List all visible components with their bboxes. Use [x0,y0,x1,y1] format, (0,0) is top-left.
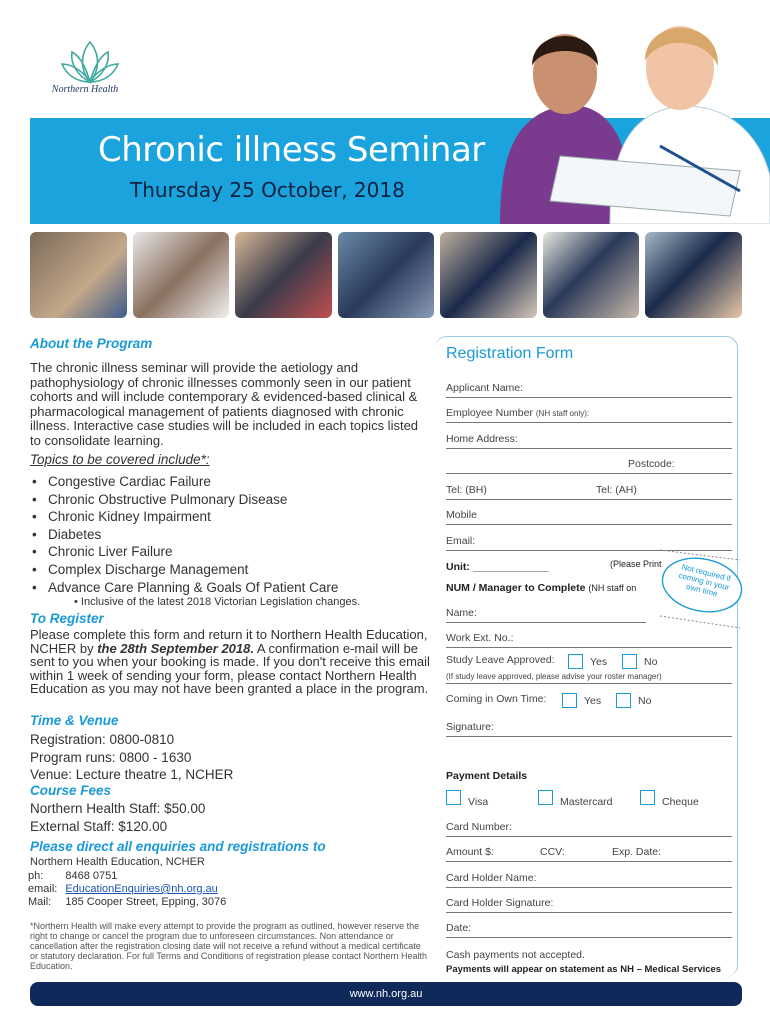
card-number-label: Card Number: [446,821,512,833]
home-address-label: Home Address: [446,433,518,445]
employee-number-field[interactable] [446,407,732,423]
mastercard-label: Mastercard [560,796,613,808]
cash-note: Cash payments not accepted. [446,949,585,961]
email-link[interactable]: EducationEnquiries@nh.org.au [65,883,218,895]
topics-heading: Topics to be covered include*: [30,452,210,467]
about-heading: About the Program [30,336,153,351]
email-label: email: [28,883,58,895]
register-text [30,628,432,696]
photo-thumbnail [133,232,230,318]
work-ext-label: Work Ext. No.: [446,632,514,644]
hero-photo-nurses [440,6,770,224]
program-time: Program runs: 0800 - 1630 [30,749,192,765]
payment-heading: Payment Details [446,770,528,782]
form-title: Registration Form [446,345,574,362]
postcode-label: Postcode: [628,458,675,470]
brand-name: Northern Health [51,84,119,95]
amount-label: Amount $: [446,846,494,858]
own-time-no-label: No [638,695,652,707]
card-holder-name-label: Card Holder Name: [446,872,537,884]
telephone-field[interactable] [446,484,732,500]
photo-thumbnail [338,232,435,318]
cheque-label: Cheque [662,796,699,808]
phone-value: 8468 0751 [65,870,118,882]
mail-label: Mail: [28,896,52,908]
postcode-field[interactable] [446,458,732,474]
fees-heading: Course Fees [30,783,112,798]
topic-item: • Congestive Cardiac Failure [30,473,430,491]
num-manager-heading [446,582,636,594]
cheque-checkbox[interactable] [640,790,655,805]
date-field[interactable] [446,922,732,938]
payment-method-row [446,790,732,806]
photo-thumbnail [440,232,537,318]
card-holder-signature-field[interactable] [446,897,732,913]
signature-field[interactable] [446,721,732,737]
own-time-yes-checkbox[interactable] [562,693,577,708]
employee-number-note: (NH staff only): [535,409,590,418]
time-details [30,731,233,784]
phone-label: ph: [28,870,44,882]
study-leave-yes-label: Yes [590,656,608,668]
applicant-name-field[interactable] [446,382,732,398]
manager-name-label: Name: [446,607,477,619]
venue: Venue: Lecture theatre 1, NCHER [30,767,234,783]
topic-item: • Complex Discharge Management [30,561,430,579]
photo-thumbnail [30,232,127,318]
enquiries-org: Northern Health Education, NCHER [30,856,205,868]
topic-item: • Chronic Obstructive Pulmonary Disease [30,491,430,509]
exp-date-label: Exp. Date: [612,846,662,858]
mobile-field[interactable] [446,509,732,525]
own-time-yes-label: Yes [584,695,602,707]
register-heading: To Register [30,611,104,626]
dashed-connector-lines [660,548,740,630]
own-time-row [446,693,732,709]
study-leave-note: (If study leave approved, please advise your roster manager) [446,672,732,684]
photo-strip [30,232,742,318]
footer-bar [30,982,742,1006]
study-leave-no-label: No [644,656,658,668]
time-heading: Time & Venue [30,713,119,728]
num-manager-note: (NH staff on [588,583,637,593]
signature-label: Signature: [446,721,494,733]
card-holder-signature-label: Card Holder Signature: [446,897,554,909]
fee-external: External Staff: $120.00 [30,818,168,834]
footer-url[interactable]: www.nh.org.au [349,988,423,1000]
card-number-field[interactable] [446,821,732,837]
visa-checkbox[interactable] [446,790,461,805]
topic-item: • Diabetes [30,526,430,544]
manager-name-field[interactable] [446,607,646,623]
seminar-title: Chronic illness Seminar [98,130,485,170]
not-required-note: Not required if coming in your own time [677,562,732,599]
study-leave-label: Study Leave Approved: [446,654,555,666]
work-ext-field[interactable] [446,632,732,648]
please-print-note: (Please Print [610,559,662,569]
statement-note: Payments will appear on statement as NH – Medical Services [446,964,722,975]
topic-item: • Chronic Kidney Impairment [30,508,430,526]
topic-item: • Chronic Liver Failure [30,543,430,561]
ccv-label: CCV: [540,846,565,858]
date-label: Date: [446,922,472,934]
mail-value: 185 Cooper Street, Epping, 3076 [65,896,227,908]
register-deadline: the 28th September 2018. [97,640,254,656]
photo-thumbnail [543,232,640,318]
about-text: The chronic illness seminar will provide the aetiology and pathophysiology of chronic illnesses commonly seen in our patient cohorts and will include contemporary & evidenced-based clinical & pharmacological management of patients diagnosed with chronic illness. Interactive case studies will be included in each topics listed to consolidate learning. [30,360,419,448]
disclaimer: *Northern Health will make every attempt to provide the program as outlined, however reserve the right to change or cancel the program due to unforeseen circumstances. Non attendance or cancellation after the registration closing date will not receive a refund without a medical certificate or statutory declaration. For full Terms and Conditions of registration please contact Northern Health Education. [30,921,428,971]
fees-details [30,800,205,835]
registration-time: Registration: 0800-0810 [30,732,175,747]
study-leave-no-checkbox[interactable] [622,654,637,669]
employee-number-label: Employee Number [446,407,533,419]
tel-bh-label: Tel: (BH) [446,484,487,496]
topics-sub-item: • Inclusive of the latest 2018 Victorian Legislation changes. [74,596,361,608]
contact-table [28,870,234,909]
own-time-no-checkbox[interactable] [616,693,631,708]
register-text-before: Please complete this form and return it to Northern Health Education, NCHER by [30,627,428,656]
home-address-field[interactable] [446,433,732,449]
tel-ah-label: Tel: (AH) [596,484,637,496]
study-leave-row [446,654,732,670]
topics-list [30,473,430,596]
applicant-name-label: Applicant Name: [446,382,524,394]
unit-field[interactable]: Unit: _____________ [446,561,549,573]
num-manager-label: NUM / Manager to Complete [446,582,586,594]
mobile-label: Mobile [446,509,477,521]
own-time-label: Coming in Own Time: [446,693,547,705]
visa-label: Visa [468,796,489,808]
register-text-after: A confirmation e-mail will be sent to you when your booking is made. If you don't receive this email within 1 week of sending your form, please contact Northern Health Education as you may not have been granted a place in the program. [30,640,430,697]
seminar-date: Thursday 25 October, 2018 [130,178,405,202]
card-holder-name-field[interactable] [446,872,732,888]
study-leave-yes-checkbox[interactable] [568,654,583,669]
fee-nh-staff: Northern Health Staff: $50.00 [30,801,206,816]
photo-thumbnail [235,232,332,318]
topics-sub-item-text: Inclusive of the latest 2018 Victorian Legislation changes. [80,596,361,608]
enquiries-heading: Please direct all enquiries and registrations to [30,839,326,854]
photo-thumbnail [645,232,742,318]
email-label-form: Email: [446,535,476,547]
amount-row[interactable] [446,846,732,862]
topic-item: • Advance Care Planning & Goals Of Patient Care [30,579,430,597]
mastercard-checkbox[interactable] [538,790,553,805]
